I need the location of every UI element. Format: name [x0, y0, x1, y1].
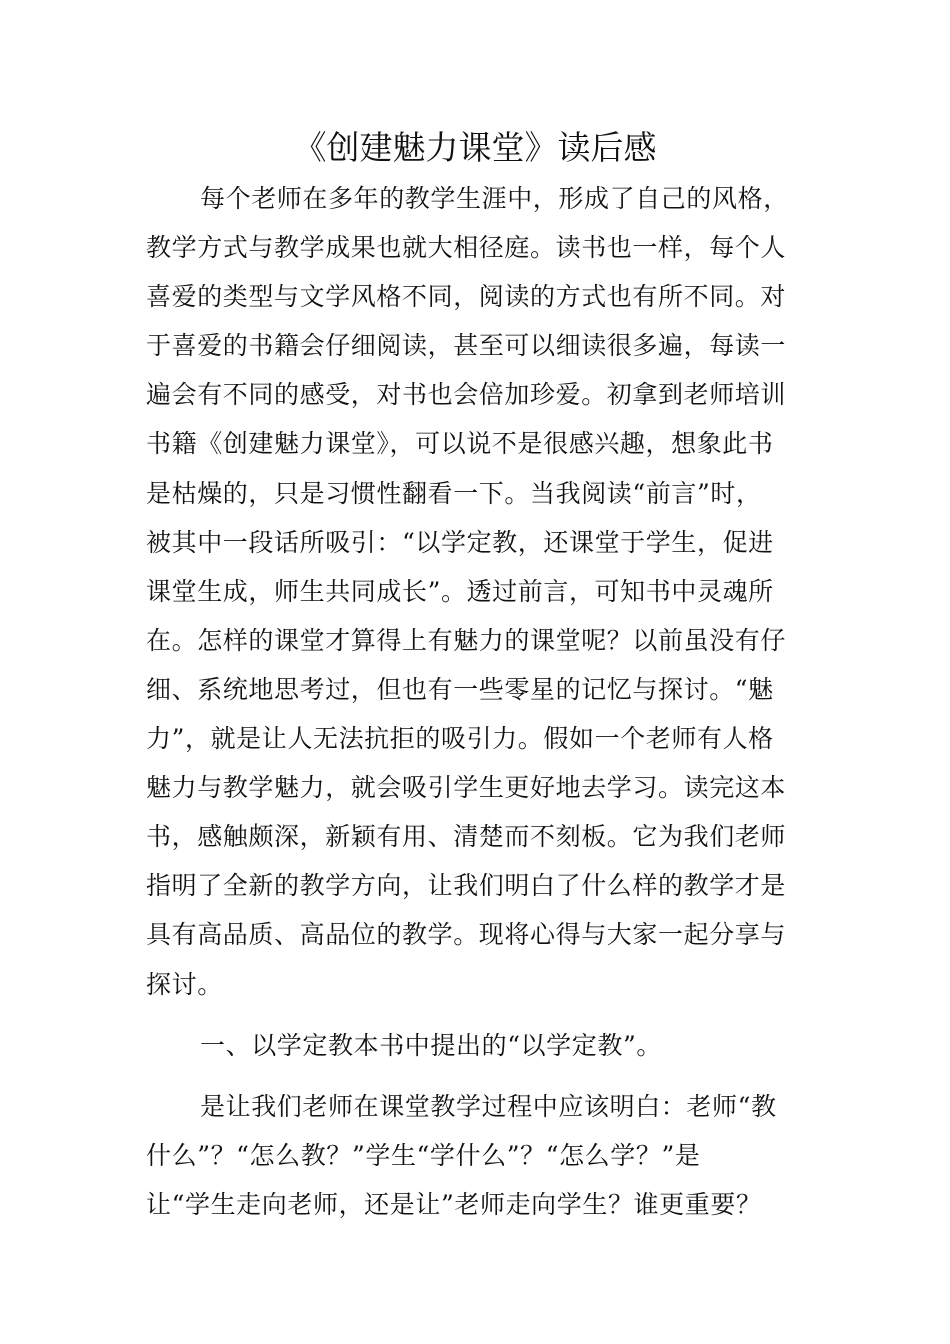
- section-heading: [146, 1021, 811, 1070]
- paragraph-line: 在。怎样的课堂才算得上有魅力的课堂呢？以前虽没有仔: [146, 625, 787, 655]
- paragraph-line: 探讨。: [146, 969, 223, 999]
- paragraph-line: 喜爱的类型与文学风格不同，阅读的方式也有所不同。对: [146, 282, 787, 312]
- paragraph-line: 教学方式与教学成果也就大相径庭。读书也一样，每个人: [146, 233, 787, 263]
- paragraph-line: 指明了全新的教学方向，让我们明白了什么样的教学才是: [146, 871, 787, 901]
- paragraph-3: [146, 1082, 811, 1229]
- paragraph-line: 被其中一段话所吸引：“以学定教，还课堂于学生，促进: [146, 527, 774, 557]
- section-heading-line: 一、以学定教本书中提出的“以学定教”。: [200, 1030, 662, 1060]
- paragraph-line: 什么”？“怎么教？”学生“学什么”？“怎么学？”是: [146, 1140, 701, 1170]
- document-body: [146, 174, 811, 1229]
- paragraph-line: 具有高品质、高品位的教学。现将心得与大家一起分享与: [146, 920, 787, 950]
- paragraph-line: 力”，就是让人无法抗拒的吸引力。假如一个老师有人格: [146, 724, 774, 754]
- paragraph-line: 是枯燥的，只是习惯性翻看一下。当我阅读“前言”时，: [146, 478, 762, 508]
- paragraph-line: 让“学生走向老师，还是让”老师走向学生？谁更重要？: [146, 1189, 762, 1219]
- paragraph-gap: [146, 1070, 811, 1082]
- paragraph-line: 书，感触颇深，新颖有用、清楚而不刻板。它为我们老师: [146, 822, 787, 852]
- paragraph-line: 魅力与教学魅力，就会吸引学生更好地去学习。读完这本: [146, 773, 787, 803]
- paragraph-line: 是让我们老师在课堂教学过程中应该明白：老师“教: [200, 1091, 777, 1121]
- paragraph-line: 每个老师在多年的教学生涯中，形成了自己的风格，: [200, 184, 789, 213]
- paragraph-line: 细、系统地思考过，但也有一些零星的记忆与探讨。“魅: [146, 674, 774, 704]
- paragraph-line: 遍会有不同的感受，对书也会倍加珍爱。初拿到老师培训: [146, 380, 787, 410]
- paragraph-gap: [146, 1009, 811, 1021]
- paragraph-1: [146, 174, 811, 1009]
- paragraph-line: 于喜爱的书籍会仔细阅读，甚至可以细读很多遍，每读一: [146, 331, 787, 361]
- paragraph-line: 书籍《创建魅力课堂》，可以说不是很感兴趣，想象此书: [146, 429, 774, 459]
- document-title: 《创建魅力课堂》读后感: [293, 128, 657, 167]
- paragraph-line: 课堂生成，师生共同成长”。透过前言，可知书中灵魂所: [146, 576, 774, 606]
